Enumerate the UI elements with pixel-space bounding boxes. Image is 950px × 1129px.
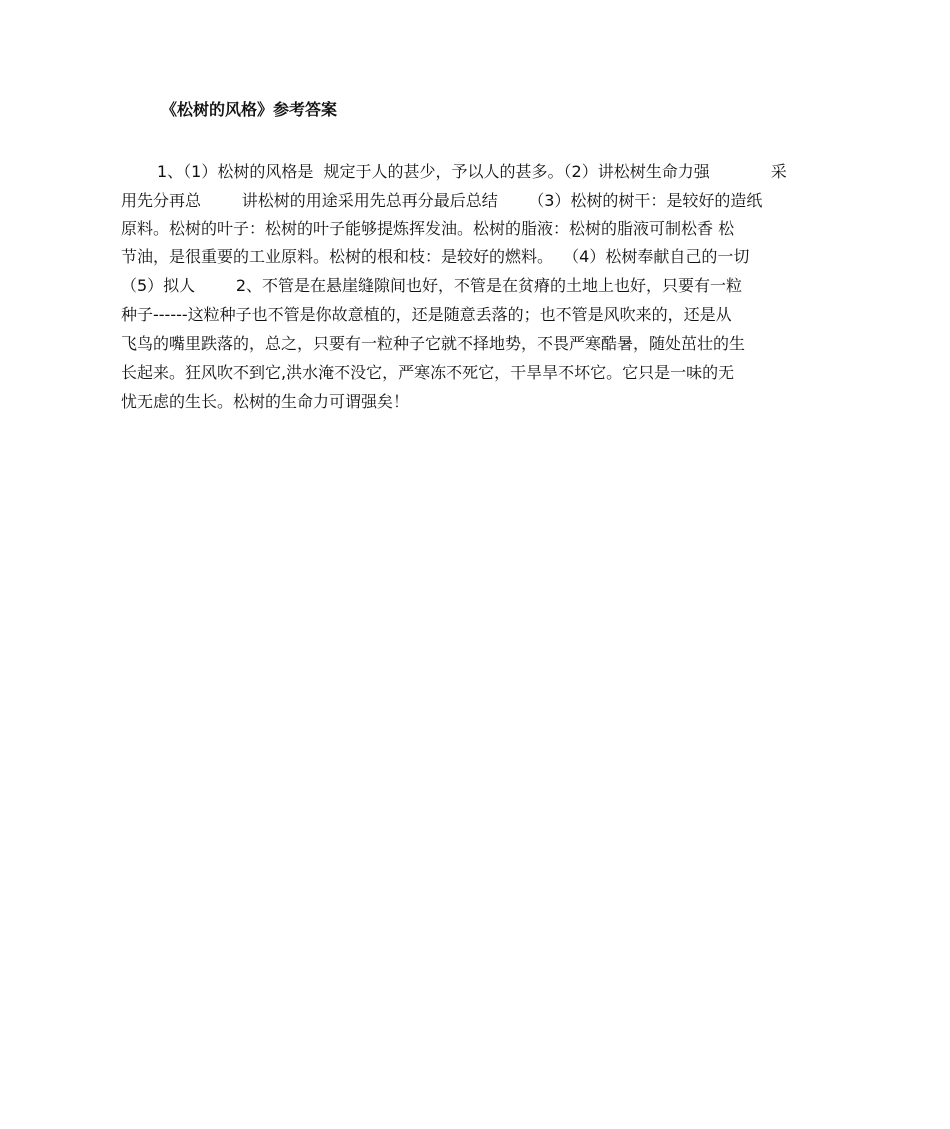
paragraph-line: 用先分再总 讲松树的用途采用先总再分最后总结 （3）松树的树干：是较好的造纸 xyxy=(121,191,763,210)
paragraph-line: 1、（1）松树的风格是 规定于人的甚少，予以人的甚多。（2）讲松树生命力强 采 xyxy=(157,162,787,181)
paragraph-line: 节油，是很重要的工业原料。松树的根和枝：是较好的燃料。 （4）松树奉献自己的一切 xyxy=(121,247,750,266)
paragraph-line: 忧无虑的生长。松树的生命力可谓强矣！ xyxy=(121,392,410,411)
paragraph-line: 飞鸟的嘴里跌落的，总之，只要有一粒种子它就不择地势，不畏严寒酷暑，随处茁壮的生 xyxy=(121,334,746,353)
paragraph-line: 原料。松树的叶子：松树的叶子能够提炼挥发油。松树的脂液：松树的脂液可制松香 松 xyxy=(121,219,735,238)
paragraph-line: 长起来。狂风吹不到它,洪水淹不没它，严寒冻不死它，干旱旱不坏它。它只是一味的无 xyxy=(121,363,735,382)
paragraph-line: （5）拟人 2、不管是在悬崖缝隙间也好，不管是在贫瘠的土地上也好，只要有一粒 xyxy=(121,276,743,295)
document-title: 《松树的风格》参考答案 xyxy=(161,100,338,119)
paragraph-line: 种子------这粒种子也不管是你故意植的，还是随意丢落的；也不管是风吹来的，还是从 xyxy=(121,305,732,324)
